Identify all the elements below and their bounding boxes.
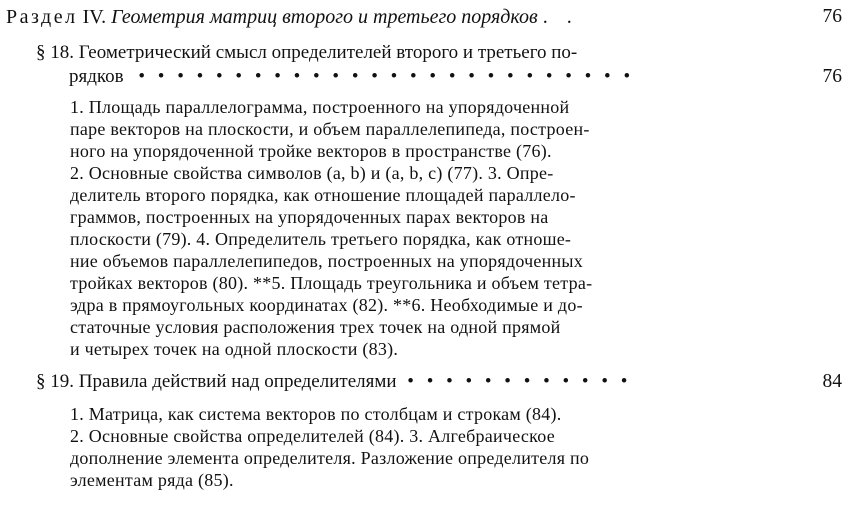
section-18-title-line2 — [69, 65, 634, 89]
section-19-desc-line: дополнение элемента определителя. Разложение определителя по — [70, 448, 590, 468]
section-18-title-line1 — [36, 41, 577, 65]
section-18-desc-line: 1. Площадь параллелограмма, построенного на упорядоченной — [70, 97, 570, 117]
section-19-desc-line: 1. Матрица, как система векторов по столбцам и строкам (84). — [70, 404, 562, 424]
section-19-title-text: Правила действий над определителями — [78, 371, 397, 392]
section-18-desc-line: делитель второго порядка, как отношение площадей параллело- — [70, 185, 576, 205]
section-18-title-text: Геометрический смысл определителей второго и третьего по- — [78, 42, 578, 63]
section-18-leader: • • • • • • • • • • • • • • • • • • • • • • • • • • — [138, 66, 635, 87]
section-18-desc-line: и четырех точек на одной плоскости (83). — [70, 339, 399, 359]
section-18-desc-line: тройках векторов (80). **5. Площадь треугольника и объем тетра- — [70, 273, 593, 293]
section-18-desc-line: паре векторов на плоскости, и объем параллелепипеда, построен- — [70, 119, 590, 139]
section-18-desc-line: граммов, построенных на упорядоченных парах векторов на — [70, 207, 549, 227]
part-numeral: IV. — [82, 6, 107, 28]
section-19-label: § 19. — [36, 371, 74, 392]
section-18-desc-line: ного на упорядоченной тройке векторов в пространстве (76). — [70, 141, 552, 161]
part-page-number: 76 — [822, 6, 842, 27]
section-18-desc-line: 2. Основные свойства символов (a, b) и (a, b, c) (77). 3. Опре- — [70, 163, 554, 183]
section-18-desc-line: эдра в прямоугольных координатах (82). **6. Необходимые и до- — [70, 295, 583, 315]
section-18-page-number: 76 — [822, 66, 842, 87]
part-leader: . . — [542, 6, 579, 28]
section-18-desc-line: ние объемов параллелепипедов, построенных на упорядоченных — [70, 251, 584, 271]
section-18-desc-line: плоскости (79). 4. Определитель третьего порядка, как отноше- — [70, 229, 572, 249]
part-title: Геометрия матриц второго и третьего порядков — [111, 6, 538, 28]
section-19-title-line — [36, 370, 631, 394]
section-18-label: § 18. — [36, 42, 74, 63]
section-18-desc-line: статочные условия расположения трех точек на одной прямой — [70, 317, 561, 337]
part-heading — [6, 5, 579, 29]
section-19-desc-line: элементам ряда (85). — [70, 470, 234, 490]
section-18-title-cont: рядков — [69, 66, 124, 87]
section-19-page-number: 84 — [822, 371, 842, 392]
part-prefix: Раздел — [6, 6, 78, 28]
section-19-leader: • • • • • • • • • • • • — [407, 371, 632, 392]
section-19-desc-line: 2. Основные свойства определителей (84). 3. Алгебраическое — [70, 426, 555, 446]
